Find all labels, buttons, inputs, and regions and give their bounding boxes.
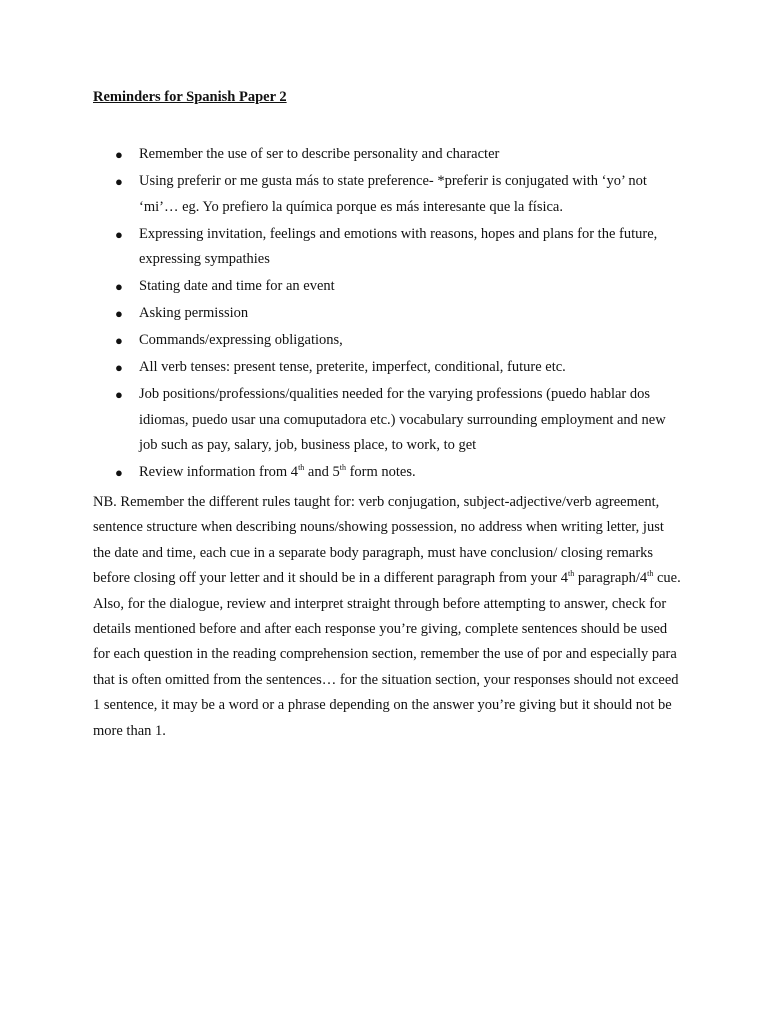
text-run: Review information from 4	[139, 464, 299, 480]
list-item	[93, 301, 683, 327]
bullet-icon: ●	[115, 306, 123, 321]
list-item-text: Job positions/professions/qualities needed for the varying professions (puedo hablar dos idiomas, puedo usar una comuputadora etc.) vocabulary surrounding employment and new job such as pay, salary, job, business place, to work, to get	[139, 386, 666, 453]
text-run: cue. Also, for the dialogue, review and interpret straight through before attempting to answer, check for details mentioned before and after each response you’re giving, complete sentences should be used for each question in the reading comprehension section, remember the use of por and especially para that is often omitted from the sentences… for the situation section, your responses should not exceed 1 sentence, it may be a word or a phrase depending on the answer you’re giving but it should not be more than 1.	[93, 570, 681, 739]
list-item	[93, 355, 683, 381]
nb-paragraph	[93, 490, 683, 744]
list-item	[93, 274, 683, 300]
list-item-text: Remember the use of ser to describe personality and character	[139, 146, 500, 162]
bullet-icon: ●	[115, 226, 123, 242]
list-item	[93, 142, 683, 168]
text-run: paragraph/4	[574, 570, 648, 587]
list-item-text: Using preferir or me gusta más to state preference- *preferir is conjugated with ‘yo’ not ‘mi’… eg. Yo prefiero la química porque es más interesante que la física.	[139, 173, 647, 215]
list-item	[93, 382, 683, 459]
document-title: Reminders for Spanish Paper 2	[93, 89, 287, 105]
superscript: th	[568, 569, 575, 579]
bullet-icon: ●	[115, 333, 123, 348]
list-item-text: Expressing invitation, feelings and emotions with reasons, hopes and plans for the future, expressing sympathies	[139, 225, 658, 267]
list-item	[93, 328, 683, 354]
superscript: th	[298, 463, 305, 472]
list-item-text	[139, 464, 416, 480]
list-item	[93, 222, 683, 273]
text-run: and 5	[304, 464, 340, 480]
list-item-text: All verb tenses: present tense, preterite, imperfect, conditional, future etc.	[139, 359, 566, 375]
bullet-icon: ●	[115, 465, 123, 480]
bullet-icon: ●	[115, 174, 123, 189]
text-run: NB. Remember the different rules taught for: verb conjugation, subject-adjective/verb agreement, sentence structure when describing nouns/showing possession, no address when writing letter, just the date and time, each cue in a separate body paragraph, must have conclusion/ closing remarks before closing off your letter and it should be in a different paragraph from your 4	[93, 494, 664, 587]
list-item	[93, 169, 683, 220]
bullet-icon: ●	[115, 360, 123, 375]
superscript: th	[647, 569, 654, 579]
text-run: form notes.	[345, 464, 416, 480]
list-item	[93, 460, 683, 486]
list-item-text: Asking permission	[139, 305, 249, 321]
list-item-text: Commands/expressing obligations,	[139, 332, 343, 348]
bullet-icon: ●	[115, 387, 123, 402]
superscript: th	[339, 463, 346, 472]
bullet-icon: ●	[115, 147, 123, 162]
list-item-text: Stating date and time for an event	[139, 278, 335, 294]
bullet-icon: ●	[115, 279, 123, 294]
reminder-list	[93, 142, 683, 487]
